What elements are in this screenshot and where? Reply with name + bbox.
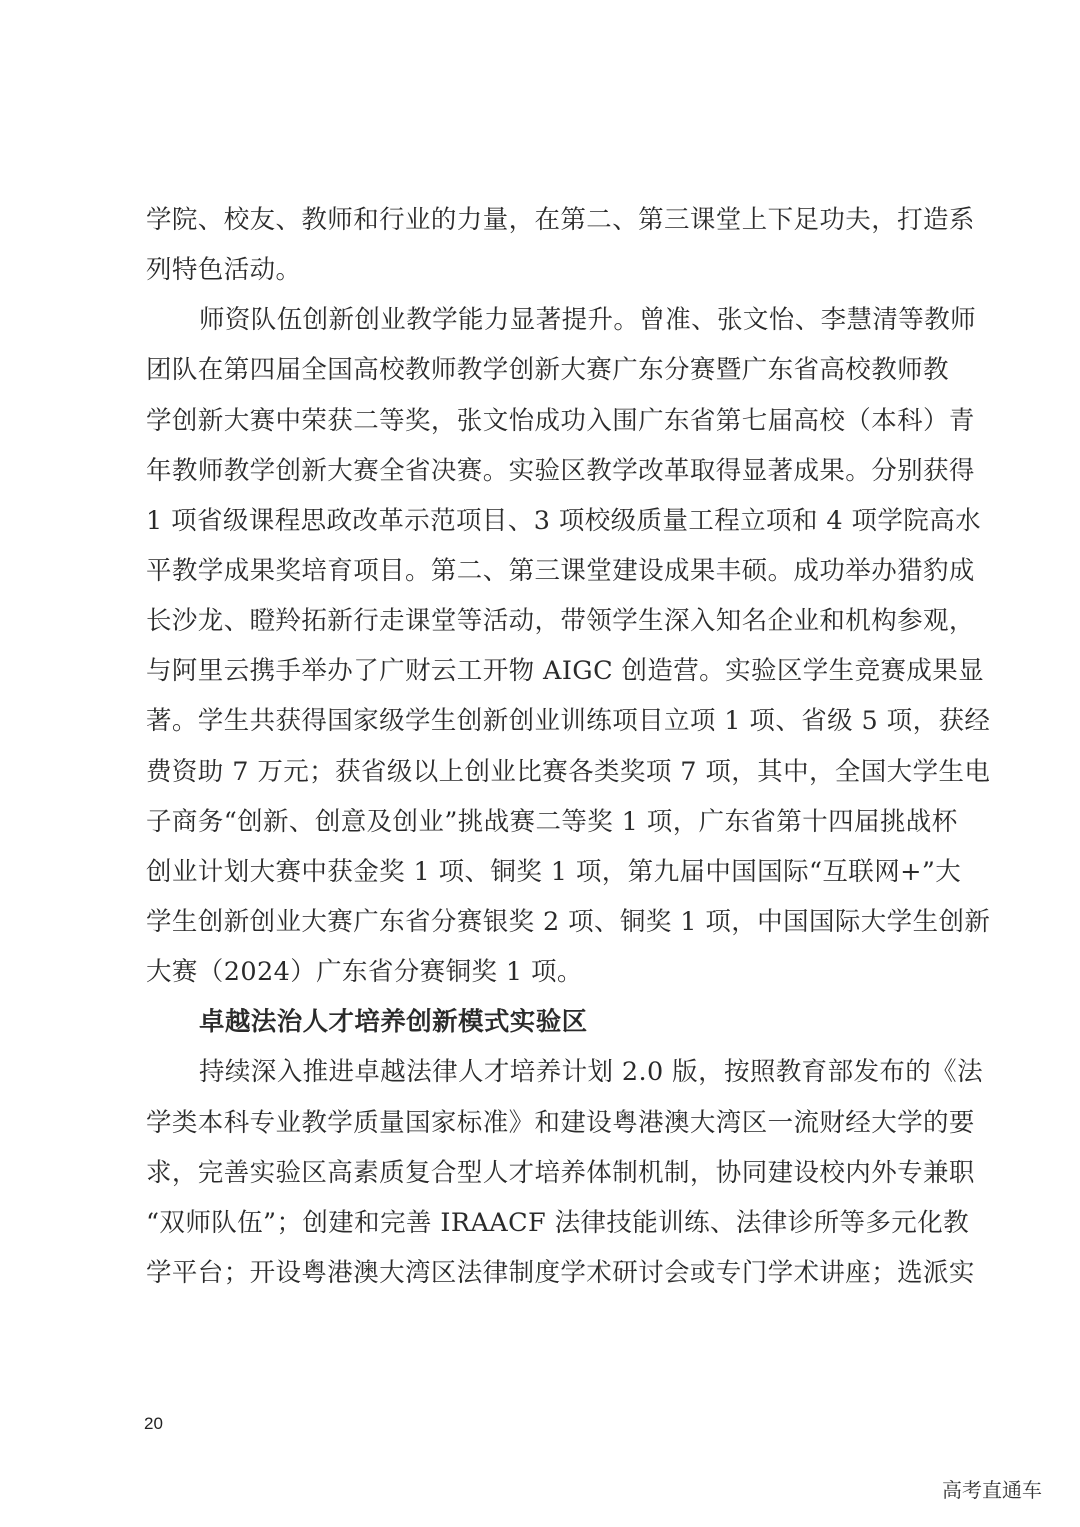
document-body	[146, 195, 991, 1298]
paragraph-line: 著。学生共获得国家级学生创新创业训练项目立项 1 项、省级 5 项，获经	[146, 706, 991, 737]
paragraph-line: “双师队伍”；创建和完善 IRAACF 法律技能训练、法律诊所等多元化教	[146, 1207, 969, 1238]
paragraph-line: 列特色活动。	[146, 255, 302, 286]
paragraph-line: 平教学成果奖培育项目。第二、第三课堂建设成果丰硕。成功举办猎豹成	[146, 555, 975, 586]
paragraph-line: 团队在第四届全国高校教师教学创新大赛广东分赛暨广东省高校教师教	[146, 355, 949, 386]
watermark: 高考直通车	[942, 1478, 1042, 1502]
paragraph-line: 学创新大赛中荣获二等奖，张文怡成功入围广东省第七届高校（本科）青	[146, 405, 975, 436]
paragraph-line: 年教师教学创新大赛全省决赛。实验区教学改革取得显著成果。分别获得	[146, 455, 975, 486]
paragraph-line: 求，完善实验区高素质复合型人才培养体制机制，协同建设校内外专兼职	[146, 1157, 975, 1188]
paragraph-line: 持续深入推进卓越法律人才培养计划 2.0 版，按照教育部发布的《法	[199, 1057, 983, 1088]
paragraph-line: 长沙龙、瞪羚拓新行走课堂等活动，带领学生深入知名企业和机构参观，	[146, 606, 975, 637]
paragraph-line: 学类本科专业教学质量国家标准》和建设粤港澳大湾区一流财经大学的要	[146, 1107, 975, 1138]
paragraph-line: 子商务“创新、创意及创业”挑战赛二等奖 1 项，广东省第十四届挑战杯	[146, 806, 958, 837]
paragraph-line: 学生创新创业大赛广东省分赛银奖 2 项、铜奖 1 项，中国国际大学生创新	[146, 906, 991, 937]
paragraph-line: 师资队伍创新创业教学能力显著提升。曾准、张文怡、李慧清等教师	[199, 305, 977, 336]
paragraph-line: 学院、校友、教师和行业的力量，在第二、第三课堂上下足功夫，打造系	[146, 205, 975, 235]
paragraph-line: 1 项省级课程思政改革示范项目、3 项校级质量工程立项和 4 项学院高水	[146, 505, 981, 536]
paragraph-line: 创业计划大赛中获金奖 1 项、铜奖 1 项，第九届中国国际“互联网+”大	[146, 856, 962, 887]
paragraph-line: 大赛（2024）广东省分赛铜奖 1 项。	[146, 957, 583, 988]
page-number: 20	[144, 1414, 163, 1433]
paragraph-line: 费资助 7 万元；获省级以上创业比赛各类奖项 7 项，其中，全国大学生电	[146, 756, 991, 787]
paragraph-line: 学平台；开设粤港澳大湾区法律制度学术研讨会或专门学术讲座；选派实	[146, 1257, 975, 1288]
section-heading: 卓越法治人才培养创新模式实验区	[199, 1007, 588, 1038]
paragraph-line: 与阿里云携手举办了广财云工开物 AIGC 创造营。实验区学生竞赛成果显	[146, 656, 985, 687]
